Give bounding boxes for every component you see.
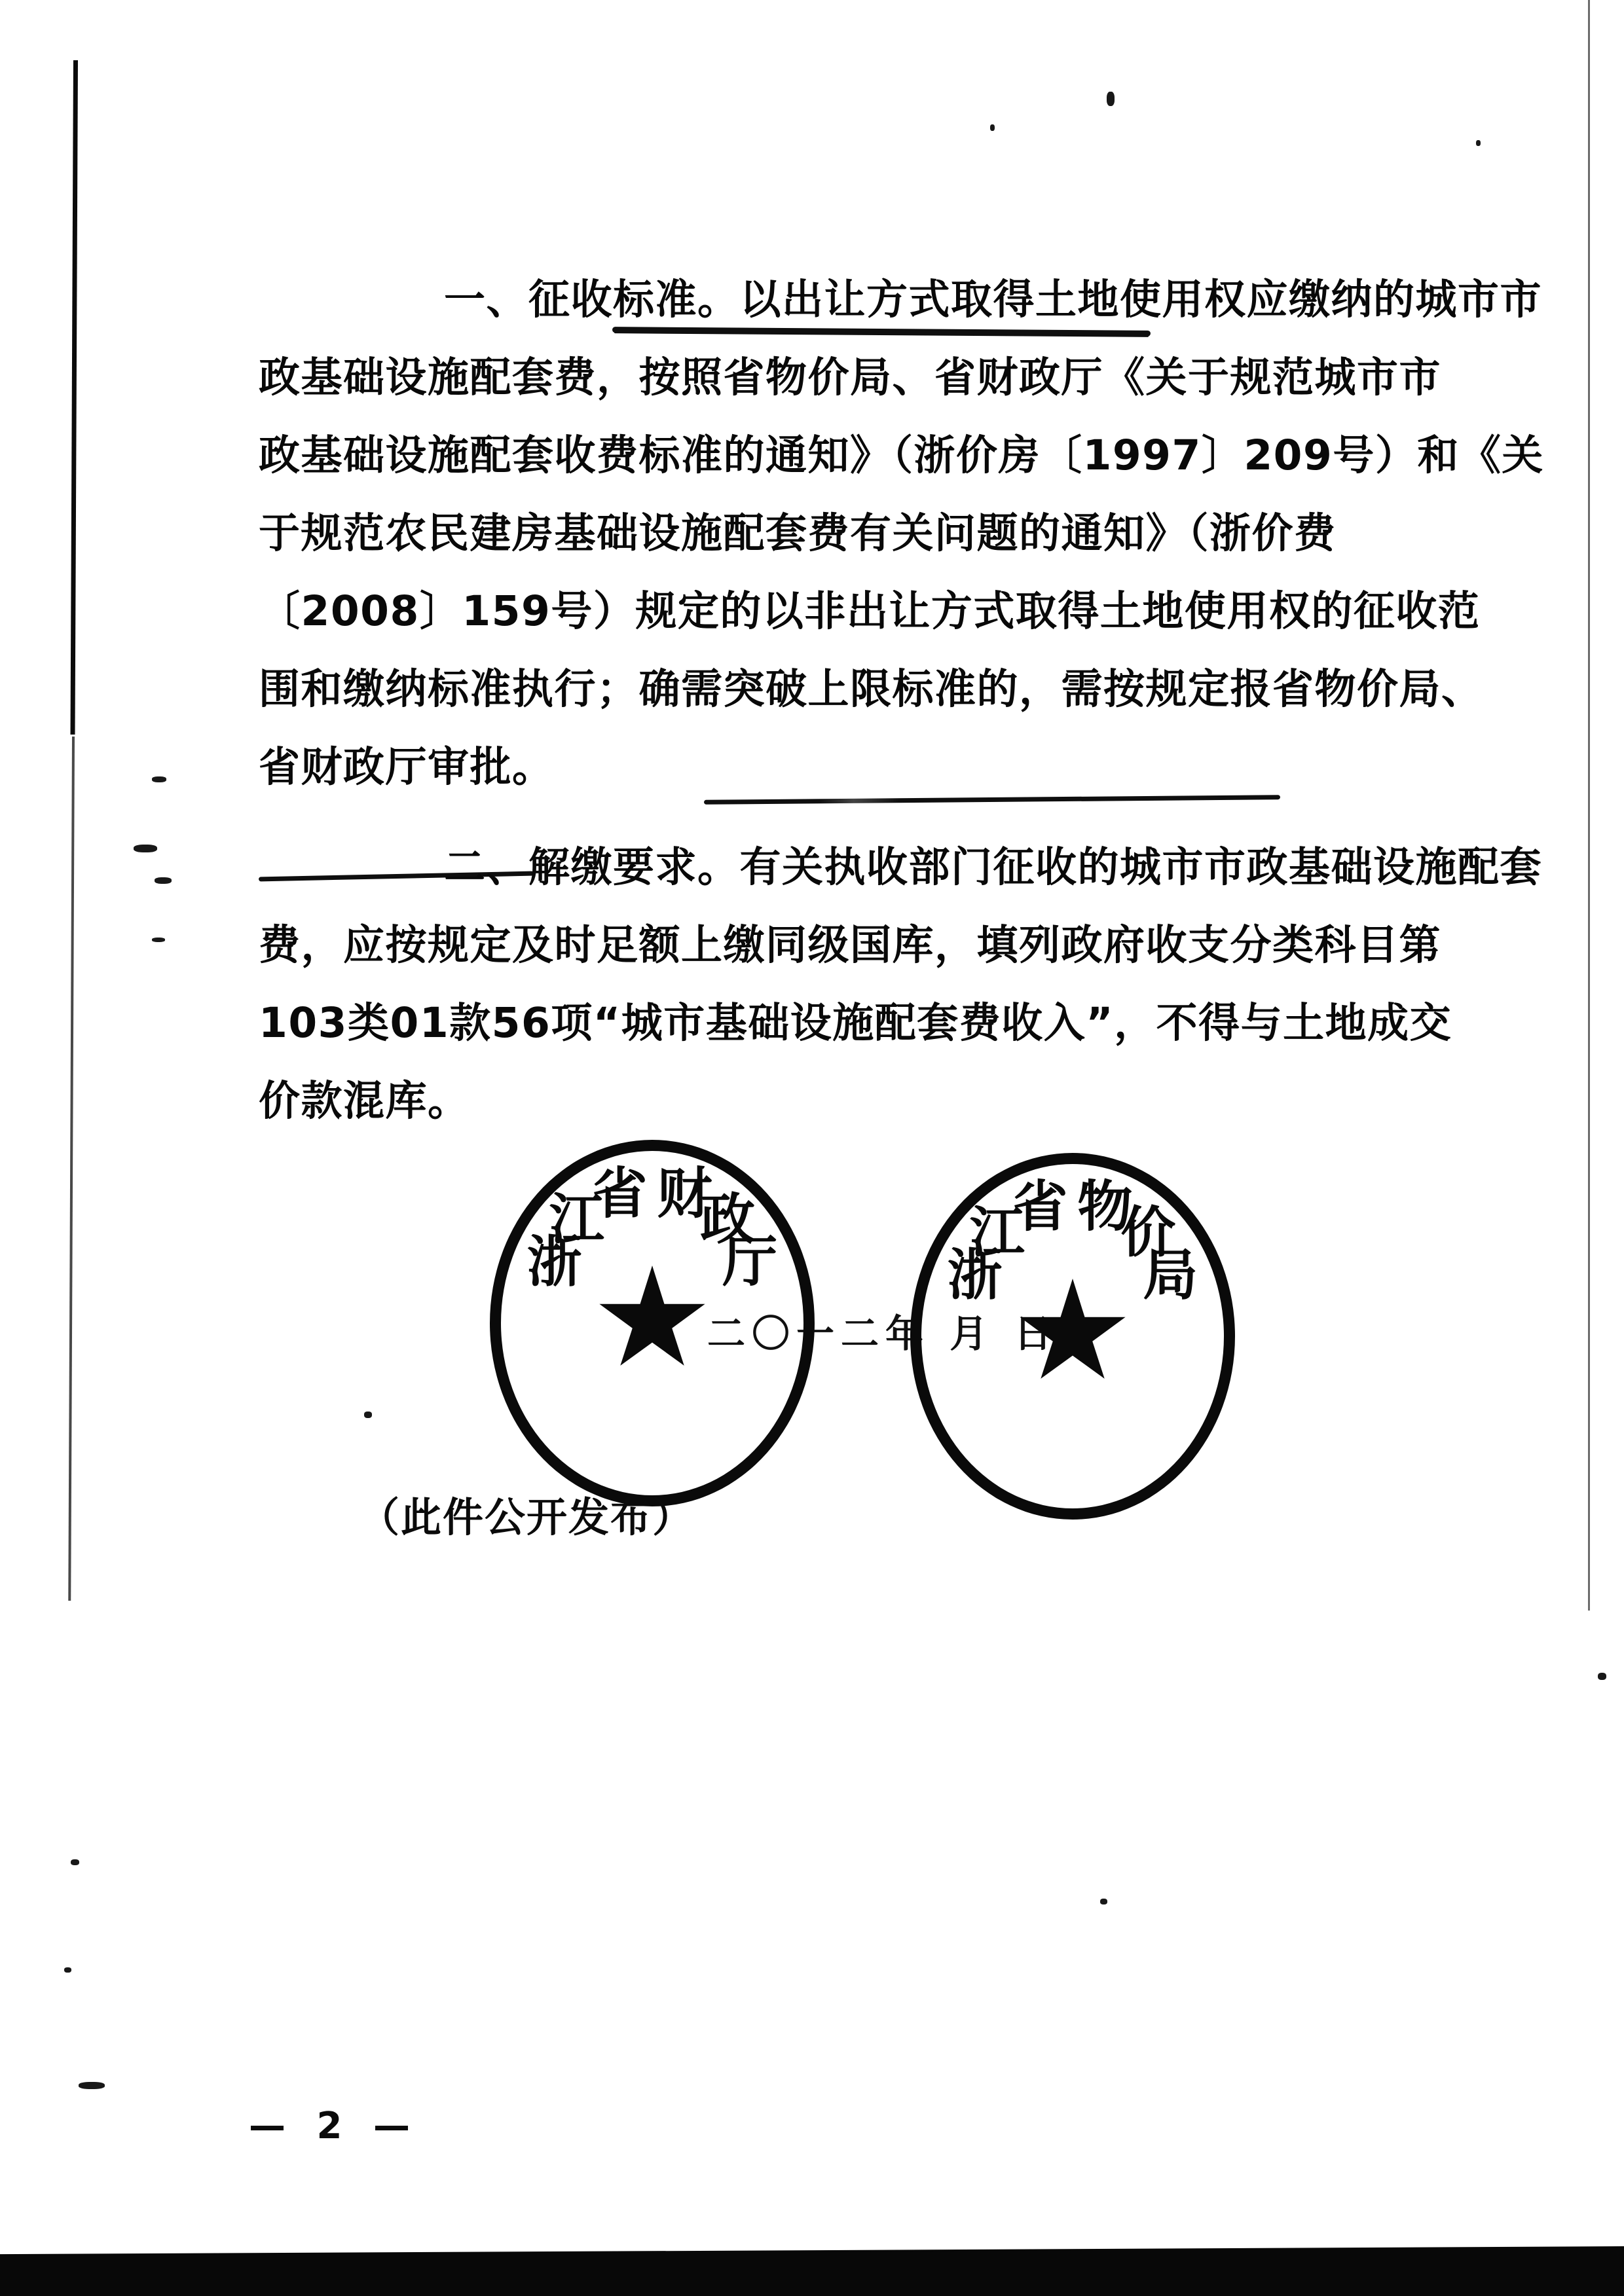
page-number: — 2 —	[249, 2105, 419, 2147]
scan-speck	[134, 845, 157, 852]
scan-speck	[152, 938, 165, 942]
scan-speck	[71, 1859, 79, 1865]
seal-char: 浙	[947, 1243, 1003, 1307]
document-body	[259, 261, 1542, 1140]
body-line	[259, 494, 1542, 572]
public-release-note: （此件公开发布）	[359, 1493, 695, 1541]
section-line-text: 政基础设施配套收费标准的通知》（浙价房〔1997〕209号）和《关	[259, 431, 1544, 479]
section-line-text: 二、解缴要求。有关执收部门征收的城市市政基础设施配套	[444, 843, 1542, 891]
scan-artifact-left-line	[71, 60, 78, 735]
body-line	[259, 728, 1542, 806]
body-line	[259, 1062, 1542, 1140]
scan-speck	[1100, 1899, 1107, 1904]
section-line-text: 一、征收标准。以出让方式取得土地使用权应缴纳的城市市	[444, 276, 1542, 323]
section-line-text: 围和缴纳标准执行；确需突破上限标准的，需按规定报省物价局、	[259, 665, 1484, 713]
section-line-text: 省财政厅审批。	[259, 743, 555, 791]
five-pointed-star-icon	[597, 1266, 707, 1376]
section-line-text: 〔2008〕159号）规定的以非出让方式取得土地使用权的征收范	[259, 587, 1481, 635]
seal-char: 价	[1120, 1200, 1176, 1265]
seal-char: 省	[1012, 1175, 1068, 1239]
scan-speck	[1598, 1673, 1606, 1680]
body-line	[259, 572, 1542, 650]
seal-char: 政	[700, 1187, 756, 1252]
scan-speck	[64, 1967, 71, 1973]
body-line	[259, 906, 1542, 984]
scan-speck	[79, 2082, 105, 2089]
seal-char: 物	[1077, 1175, 1133, 1239]
section-line-text: 政基础设施配套费，按照省物价局、省财政厅《关于规范城市市	[259, 354, 1441, 401]
scan-speck	[1107, 92, 1115, 106]
issue-date: 二〇一二年 月 日	[707, 1311, 1059, 1356]
section-line-text: 103类01款56项“城市基础设施配套费收入”，不得与土地成交	[259, 999, 1452, 1047]
scan-speck	[1476, 140, 1481, 146]
body-line	[259, 984, 1542, 1062]
scan-speck	[152, 776, 166, 782]
seal-char: 厅	[722, 1230, 778, 1294]
section-line-text: 费，应按规定及时足额上缴同级国库，填列政府收支分类科目第	[259, 921, 1441, 969]
seal-char: 浙	[526, 1230, 582, 1294]
section-line-text: 价款混库。	[259, 1077, 470, 1125]
body-line	[259, 828, 1542, 906]
seal-char: 局	[1143, 1243, 1198, 1307]
scan-speck	[990, 124, 995, 131]
scan-speck	[155, 877, 172, 884]
seal-char: 省	[592, 1161, 648, 1226]
section-line-text: 于规范农民建房基础设施配套费有关问题的通知》（浙价费	[259, 509, 1337, 557]
body-line	[259, 338, 1542, 416]
seal-char: 江	[969, 1200, 1025, 1265]
body-line	[259, 416, 1542, 494]
body-line	[259, 261, 1542, 338]
seal-char: 财	[657, 1161, 712, 1226]
body-line	[259, 650, 1542, 728]
seal-char: 江	[549, 1187, 604, 1252]
section-collection-standards	[259, 261, 1542, 806]
scan-artifact-bottom-bar	[0, 2246, 1624, 2296]
section-remittance-requirements	[259, 828, 1542, 1140]
